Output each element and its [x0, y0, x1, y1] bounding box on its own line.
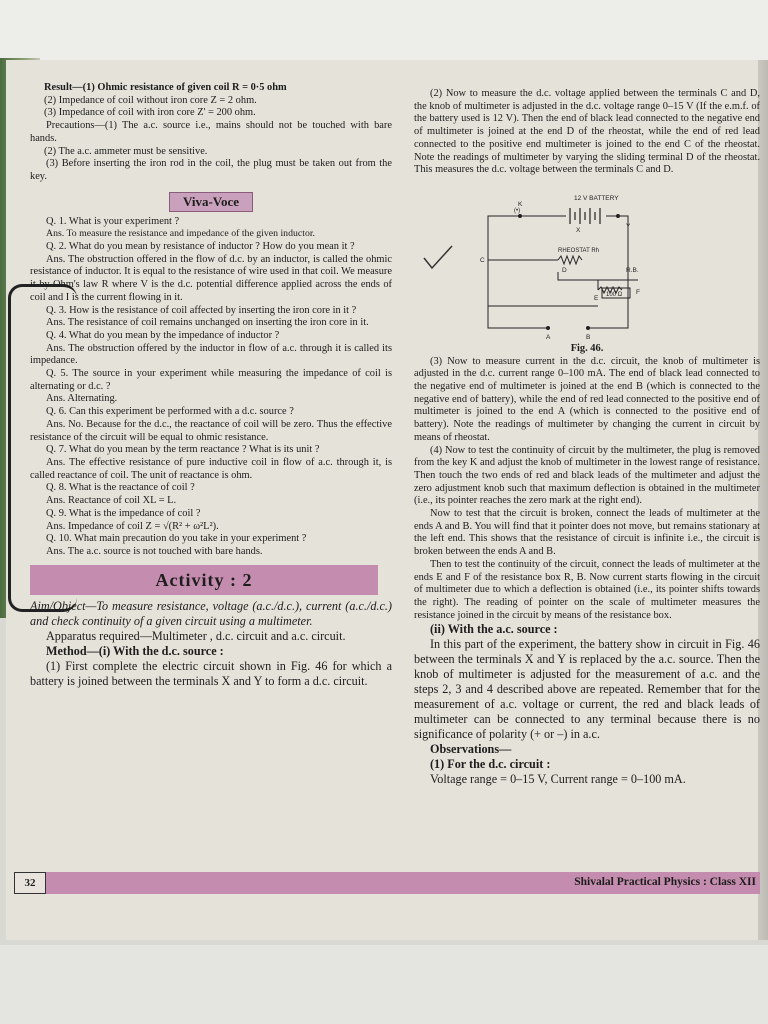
terminal-y: Y	[626, 223, 631, 230]
observations-heading: Observations—	[430, 742, 512, 757]
left-column	[30, 82, 392, 689]
paragraph-6: Then to test the continuity of the circuit, connect the leads of multimeter at the ends E and F of the resistance box R, B. Now current starts flowing in the circuit of multimeter due to which a deflection is obtained (i.e., its pointer shifts towards the right). The reading of pointer on the scale of multimeter measures the resistance joined in the circuit by means of the resistance box.	[414, 558, 760, 621]
observation-ranges: Voltage range = 0–15 V, Current range = 0–100 mA.	[430, 772, 686, 787]
viva-q9: Q. 9. What is the impedance of coil ?	[46, 507, 201, 519]
book-title: Shivalal Practical Physics : Class XII	[574, 876, 756, 888]
viva-a5: Ans. Alternating.	[46, 393, 118, 405]
rheostat-label: RHEOSTAT Rh	[558, 248, 600, 254]
activity-heading: Activity : 2	[30, 565, 378, 595]
figure-caption: Fig. 46.	[570, 342, 604, 354]
viva-q2: Q. 2. What do you mean by resistance of inductor ? How do you mean it ?	[46, 241, 355, 253]
viva-q4: Q. 4. What do you mean by the impedance of inductor ?	[46, 329, 280, 341]
activity-apparatus: Apparatus required—Multimeter , d.c. circuit and a.c. circuit.	[46, 628, 346, 643]
step-3: (3) Now to measure current in the d.c. circuit, the knob of multimeter is adjusted in the d.c. current range 0–100 mA. The end of black lead connected to the negative end of multimeter is joined at the end B (which is connected to the negative end of battery), while the end of red lead connected to the positive end of multimeter is joined to the end A (which is connected to the positive end of battery). Note the readings of multimeter by changing the current in circuit by means of rheostat.	[414, 355, 760, 443]
step-2: (2) Now to measure the d.c. voltage applied between the terminals C and D, the knob of multimeter is adjusted in the d.c. voltage range 0–15 V (If the e.m.f. of the battery used is 12 V). Then the end of black lead connected to the negative end of multimeter is joined at the end D of the rheostat, while the end of red lead connected to the positive end multimeter is joined to the end C of the rheostat. Note the readings of multimeter by varying the sliding terminal D of the rheostat. This measures the d.c. voltage between the terminals C and D.	[414, 88, 760, 176]
viva-q1: Q. 1. What is your experiment ?	[46, 215, 180, 227]
terminal-b: B	[586, 334, 591, 341]
activity-method: Method—(i) With the d.c. source :	[46, 643, 224, 658]
background-top	[0, 0, 768, 62]
step-4: (4) Now to test the continuity of circuit by the multimeter, the plug is removed from the key K and adjust the knob of multimeter in the lowest range of resistance. Then touch the two ends of red and black leads of the multimeter and adjust the zero adjustment knob such that maximum deflection is obtained in the multimeter (i.e., its pointer reaches the zero mark at the right end).	[414, 444, 760, 507]
viva-voce-heading: Viva-Voce	[169, 192, 253, 212]
ac-source-paragraph: In this part of the experiment, the battery show in circuit in Fig. 46 between the terminals X and Y is replaced by the a.c. source. Then the knob of multimeter is adjusted for the measurement of a.c. and the steps 2, 3 and 4 described above are repeated. Remember that for the measurement of a.c. voltage or current, the red and black leads of multimeter can be connected to any terminal because there is no significance of polarity (+ or –) in a.c.	[414, 637, 760, 742]
observation-dc-heading: (1) For the d.c. circuit :	[430, 757, 551, 772]
precaution-1: Precautions—(1) The a.c. source i.e., mains should not be touched with bare hands.	[30, 120, 392, 144]
result-line-1: Result—(1) Ohmic resistance of given coil R = 0·5 ohm	[44, 82, 287, 93]
background-bottom	[0, 945, 768, 1024]
resistance-box-value: 100 Ω	[606, 292, 623, 298]
viva-a1: Ans. To measure the resistance and impedance of the given inductor.	[46, 228, 316, 240]
terminal-c: C	[480, 257, 485, 264]
viva-a4: Ans. The obstruction offered by the inductor in flow of a.c. through it is called its impedance.	[30, 342, 392, 367]
viva-q3: Q. 3. How is the resistance of coil affected by inserting the iron core in it ?	[46, 304, 357, 316]
viva-q10: Q. 10. What main precaution do you take in your experiment ?	[46, 533, 307, 545]
viva-a8: Ans. Reactance of coil XL = L.	[46, 495, 177, 507]
precaution-2: (2) The a.c. ammeter must be sensitive.	[44, 145, 208, 157]
viva-a7: Ans. The effective resistance of pure inductive coil in flow of a.c. through it, is called reactance of coil. The unit of reactance is ohm.	[30, 456, 392, 481]
viva-a9: Ans. Impedance of coil Z = √(R² + ω²L²).	[46, 520, 219, 532]
terminal-d: D	[562, 267, 567, 274]
viva-a6: Ans. No. Because for the d.c., the reactance of coil will be zero. Thus the effective resistance of the circuit will be equal to ohmic resistance.	[30, 418, 392, 443]
viva-a3: Ans. The resistance of coil remains unchanged on inserting the iron core in it.	[46, 317, 369, 329]
viva-q7: Q. 7. What do you mean by the term reactance ? What is its unit ?	[46, 444, 320, 456]
activity-step-1: (1) First complete the electric circuit shown in Fig. 46 for which a battery is joined between the terminals X and Y to form a d.c. circuit.	[30, 658, 392, 688]
page-number: 32	[14, 872, 46, 894]
viva-a10: Ans. The a.c. source is not touched with bare hands.	[46, 545, 263, 557]
circuit-diagram	[448, 188, 672, 348]
result-line-3: (3) Impedance of coil with iron core Z' = 200 ohm.	[44, 107, 256, 119]
key-sign: (•)	[514, 208, 521, 214]
terminal-x: X	[576, 227, 581, 234]
terminal-a: A	[546, 334, 551, 341]
key-label: K	[518, 201, 523, 208]
terminal-e: E	[594, 295, 599, 302]
resistance-box-label: R.B.	[626, 267, 639, 274]
viva-q8: Q. 8. What is the reactance of coil ?	[46, 482, 195, 494]
viva-a2: Ans. The obstruction offered in the flow of d.c. by an inductor, is called the ohmic resistance of inductor. It is equal to the resistance of wire used in that coil. We measure it by Ohm's law R where V is the d.c. potential difference applied across the ends of coil and I is the current flowing in it.	[30, 253, 392, 303]
battery-label: 12 V BATTERY	[574, 195, 619, 202]
ac-source-heading: (ii) With the a.c. source :	[430, 622, 558, 637]
paragraph-5: Now to test that the circuit is broken, connect the leads of multimeter at the ends A and B. You will find that it pointer does not move, but remains stationary at the left end. This shows that the resistance of circuit is infinite i.e., the circuit is broken between the ends A and B.	[414, 508, 760, 558]
terminal-f: F	[636, 289, 640, 296]
result-line-2: (2) Impedance of coil without iron core Z = 2 ohm.	[44, 94, 257, 106]
viva-q6: Q. 6. Can this experiment be performed with a d.c. source ?	[46, 406, 294, 418]
viva-q5: Q. 5. The source in your experiment while measuring the impedance of coil is alternating or d.c. ?	[30, 368, 392, 392]
precaution-3: (3) Before inserting the iron rod in the coil, the plug must be taken out from the key.	[30, 158, 392, 182]
activity-aim: Aim/Object—To measure resistance, voltage (a.c./d.c.), current (a.c./d.c.) and check continuity of a given circuit using a multimeter.	[30, 598, 392, 628]
